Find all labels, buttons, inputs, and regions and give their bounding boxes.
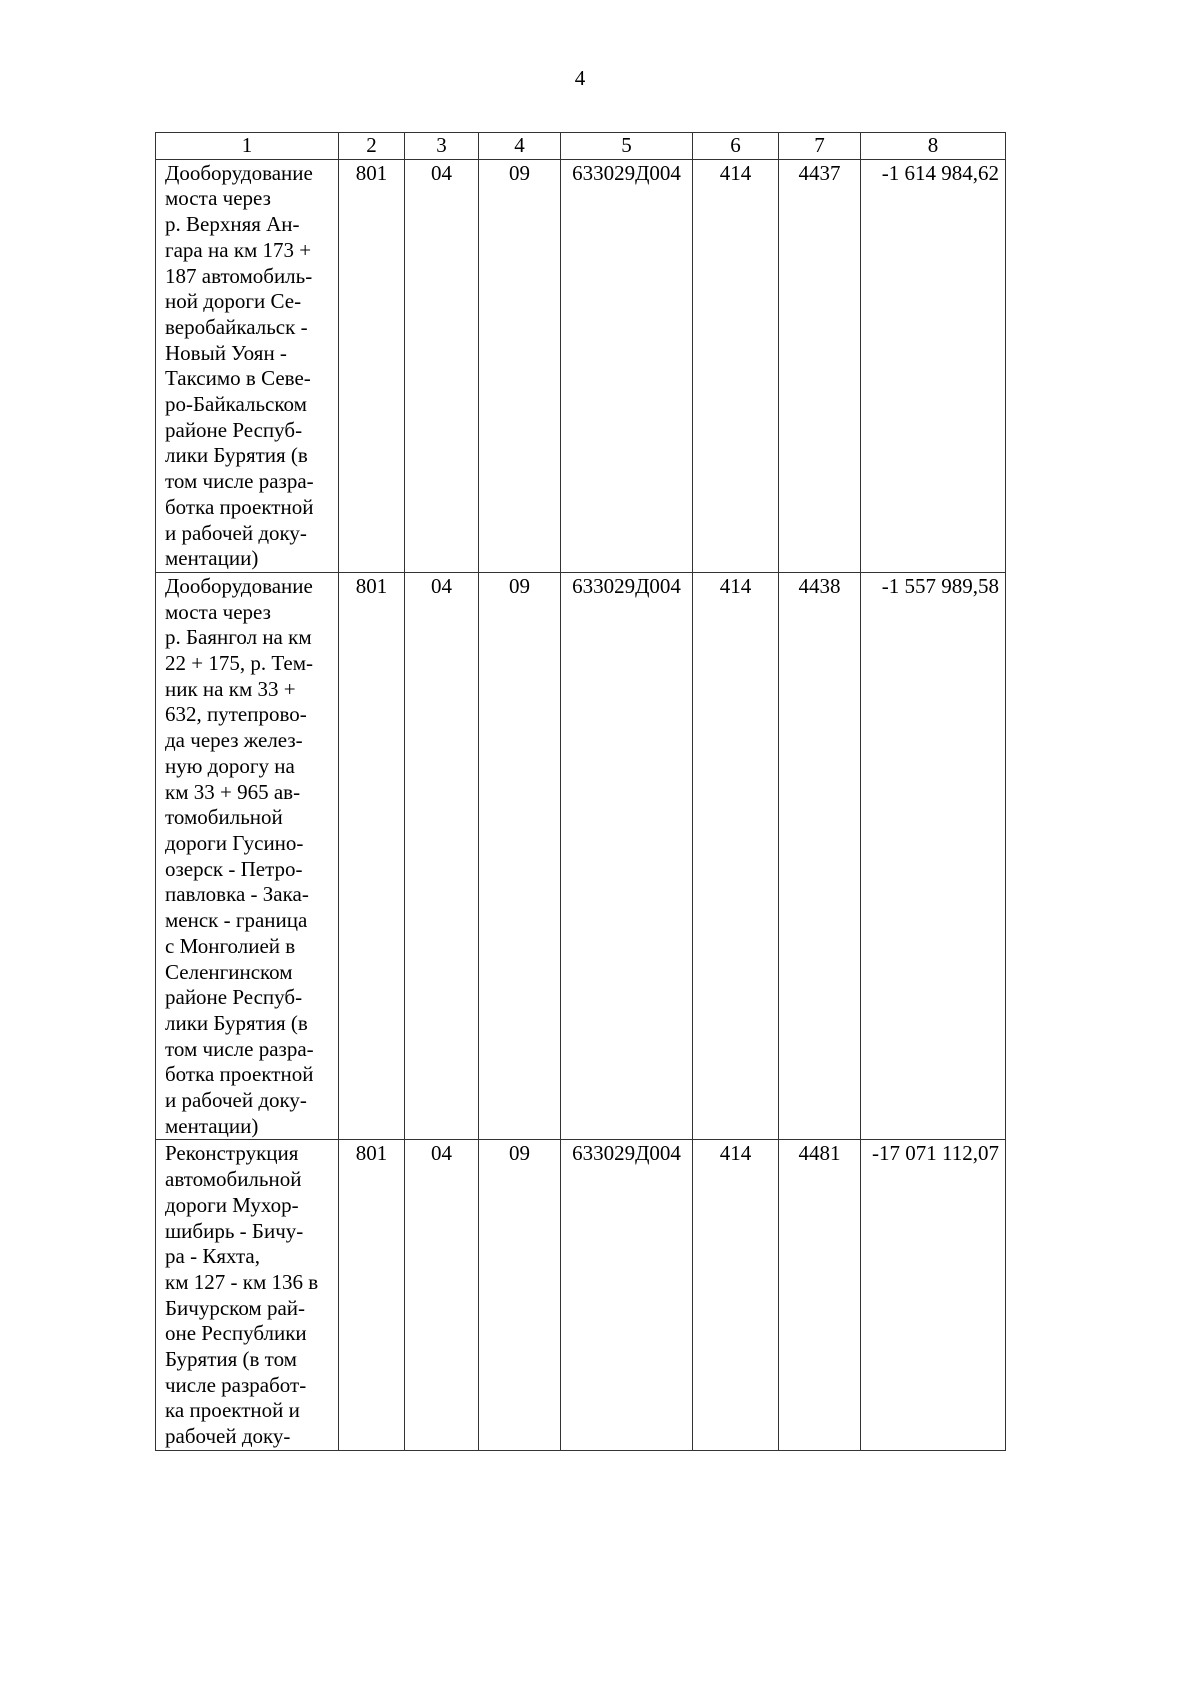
description-line: ра - Кяхта, xyxy=(165,1244,260,1269)
code-cell: 633029Д004 xyxy=(561,572,693,1139)
description-line: оне Республики xyxy=(165,1321,307,1346)
description-line: Бичурском рай- xyxy=(165,1295,306,1320)
header-cell: 6 xyxy=(693,133,779,160)
description-line: Дооборудование xyxy=(165,160,313,185)
budget-table xyxy=(155,132,1006,1451)
description-line: веробайкальск - xyxy=(165,314,308,339)
description-cell xyxy=(156,572,339,1139)
header-cell: 5 xyxy=(561,133,693,160)
header-cell: 7 xyxy=(779,133,861,160)
table-header-row xyxy=(156,133,1006,160)
code-cell: 4437 xyxy=(779,159,861,572)
code-cell: 09 xyxy=(479,1140,561,1450)
header-cell: 3 xyxy=(405,133,479,160)
description-line: том числе разра- xyxy=(165,1036,314,1061)
description-line: шибирь - Бичу- xyxy=(165,1218,304,1243)
description-line: км 33 + 965 ав- xyxy=(165,779,301,804)
code-cell: 801 xyxy=(339,1140,405,1450)
code-cell: 04 xyxy=(405,1140,479,1450)
code-cell: 633029Д004 xyxy=(561,1140,693,1450)
description-line: моста через xyxy=(165,599,271,624)
code-cell: 801 xyxy=(339,572,405,1139)
code-cell: 414 xyxy=(693,572,779,1139)
description-cell xyxy=(156,1140,339,1450)
description-line: томобильной xyxy=(165,805,283,830)
description-line: ботка проектной xyxy=(165,1062,314,1087)
description-line: моста через xyxy=(165,186,271,211)
description-line: ментации) xyxy=(165,1113,259,1138)
description-line: павловка - Зака- xyxy=(165,882,309,907)
description-line: рабочей доку- xyxy=(165,1424,291,1449)
amount-cell: -1 557 989,58 xyxy=(861,572,1006,1139)
amount-cell: -1 614 984,62 xyxy=(861,159,1006,572)
description-line: р. Баянгол на км xyxy=(165,625,312,650)
header-cell: 4 xyxy=(479,133,561,160)
amount-cell: -17 071 112,07 xyxy=(861,1140,1006,1450)
code-cell: 04 xyxy=(405,572,479,1139)
header-cell: 2 xyxy=(339,133,405,160)
description-line: ка проектной и xyxy=(165,1398,300,1423)
description-line: автомобильной xyxy=(165,1167,302,1192)
code-cell: 414 xyxy=(693,159,779,572)
description-line: км 127 - км 136 в xyxy=(165,1269,319,1294)
header-cell: 8 xyxy=(861,133,1006,160)
description-line: Селенгинском xyxy=(165,959,293,984)
code-cell: 4438 xyxy=(779,572,861,1139)
description-line: и рабочей доку- xyxy=(165,1088,307,1113)
code-cell: 633029Д004 xyxy=(561,159,693,572)
description-line: Новый Уоян - xyxy=(165,340,287,365)
description-line: ментации) xyxy=(165,546,259,571)
description-line: лики Бурятия (в xyxy=(165,443,308,468)
description-line: дороги Мухор- xyxy=(165,1192,299,1217)
table-row xyxy=(156,159,1006,572)
code-cell: 4481 xyxy=(779,1140,861,1450)
description-line: районе Респуб- xyxy=(165,985,303,1010)
description-line: с Монголией в xyxy=(165,933,296,958)
description-line: Бурятия (в том xyxy=(165,1347,297,1372)
description-line: лики Бурятия (в xyxy=(165,1010,308,1035)
description-line: да через желез- xyxy=(165,728,303,753)
description-line: числе разработ- xyxy=(165,1372,307,1397)
code-cell: 801 xyxy=(339,159,405,572)
code-cell: 04 xyxy=(405,159,479,572)
description-line: 187 автомобиль- xyxy=(165,263,313,288)
header-cell: 1 xyxy=(156,133,339,160)
code-cell: 09 xyxy=(479,159,561,572)
description-line: Реконструкция xyxy=(165,1141,299,1166)
description-line: Таксимо в Севе- xyxy=(165,366,311,391)
description-line: дороги Гусино- xyxy=(165,830,304,855)
description-line: районе Респуб- xyxy=(165,417,303,442)
description-line: р. Верхняя Ан- xyxy=(165,212,300,237)
code-cell: 09 xyxy=(479,572,561,1139)
description-line: менск - граница xyxy=(165,908,308,933)
description-line: озерск - Петро- xyxy=(165,856,303,881)
description-line: ботка проектной xyxy=(165,494,314,519)
description-line: 632, путепрово- xyxy=(165,702,307,727)
page-number: 4 xyxy=(574,66,586,90)
description-line: и рабочей доку- xyxy=(165,520,307,545)
description-line: ник на км 33 + xyxy=(165,676,296,701)
description-line: том числе разра- xyxy=(165,469,314,494)
description-line: ную дорогу на xyxy=(165,753,295,778)
code-cell: 414 xyxy=(693,1140,779,1450)
table-row xyxy=(156,1140,1006,1450)
description-cell xyxy=(156,159,339,572)
description-line: гара на км 173 + xyxy=(165,237,312,262)
description-line: ро-Байкальском xyxy=(165,392,307,417)
description-line: ной дороги Се- xyxy=(165,289,302,314)
table-row xyxy=(156,572,1006,1139)
description-line: 22 + 175, р. Тем- xyxy=(165,651,313,676)
description-line: Дооборудование xyxy=(165,573,313,598)
